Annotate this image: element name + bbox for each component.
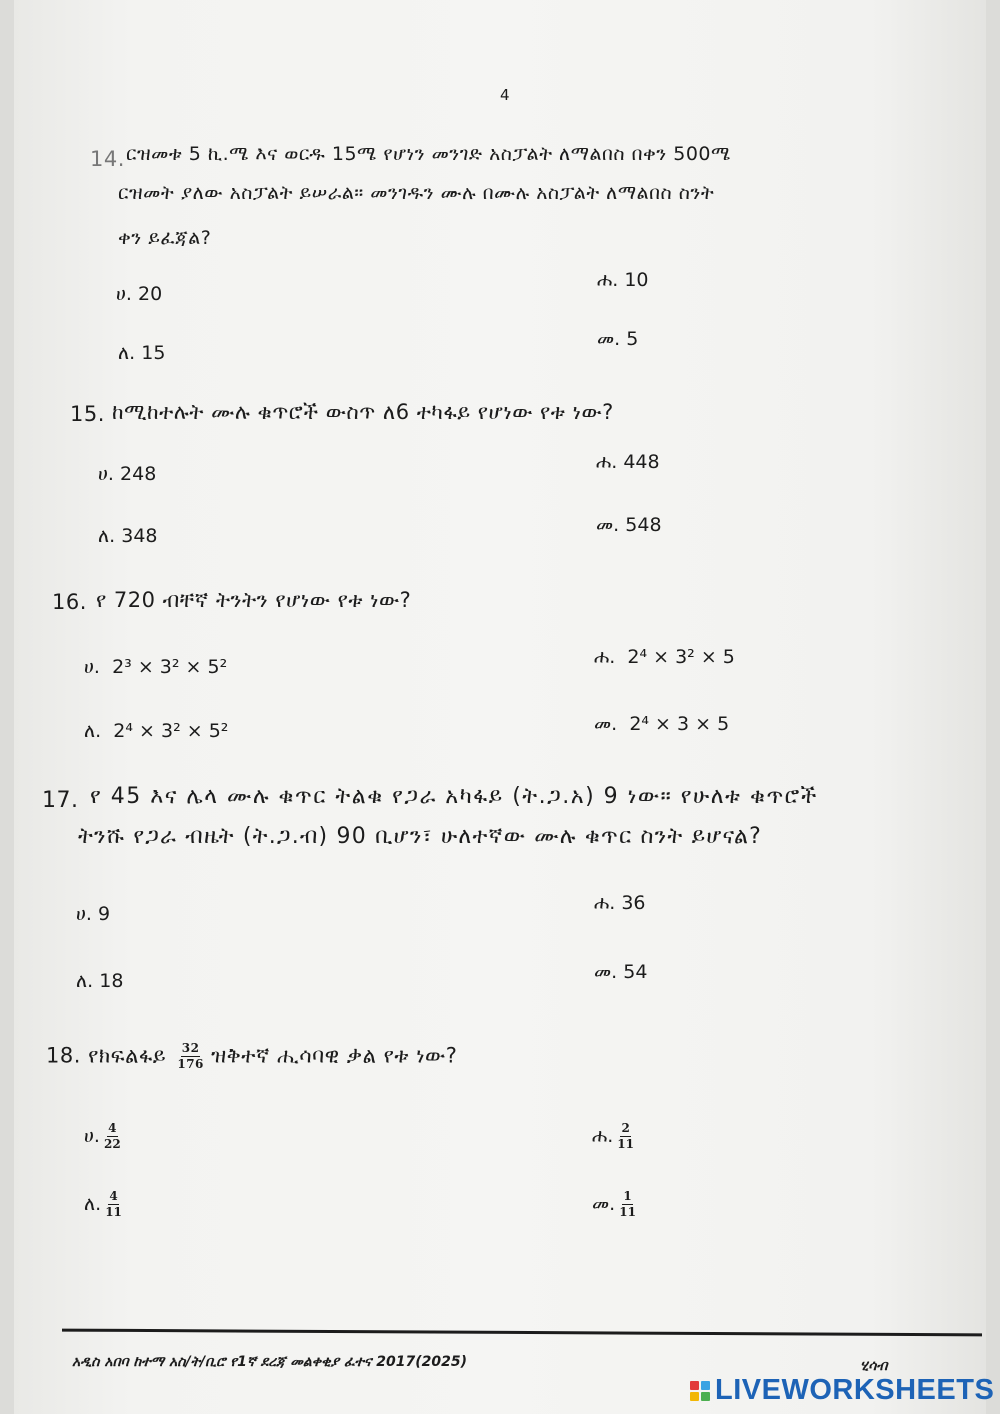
worksheet-page xyxy=(14,0,986,1414)
option-label: ለ. xyxy=(84,720,102,742)
q15-option-b[interactable] xyxy=(98,525,158,547)
question-15-number: 15. xyxy=(70,402,105,426)
option-label: መ. xyxy=(594,713,618,735)
footer-rule xyxy=(62,1329,982,1337)
option-label: ሐ. xyxy=(594,646,616,668)
option-label: ለ. xyxy=(76,970,94,992)
option-label: ሐ. xyxy=(594,892,616,914)
question-18-text-before: የክፍልፋይ xyxy=(88,1043,167,1068)
q15-option-c[interactable] xyxy=(596,451,660,473)
fraction-numerator: 32 xyxy=(181,1041,200,1055)
q17-option-b[interactable] xyxy=(76,970,123,992)
option-label: ሀ. xyxy=(84,1125,100,1147)
option-label: ለ. xyxy=(84,1193,102,1215)
fraction-denominator: 11 xyxy=(619,1205,636,1219)
option-value: 10 xyxy=(624,269,649,291)
option-label: ሀ. xyxy=(98,463,114,485)
q17-option-d[interactable] xyxy=(594,961,647,983)
fraction-denominator: 11 xyxy=(105,1205,122,1219)
footer-right-text: ሂሳብ xyxy=(860,1358,888,1374)
q16-option-d[interactable] xyxy=(594,713,729,735)
q14-option-b[interactable] xyxy=(118,342,165,364)
question-18 xyxy=(46,1042,457,1071)
logo-square-yellow xyxy=(690,1392,699,1401)
question-14-line-2: ርዝመት ያለው አስፓልት ይሠራል። መንገዱን ሙሉ በሙሉ አስፓልት ለማልበስ ስንት xyxy=(118,182,715,204)
question-14-number: 14. xyxy=(90,147,125,171)
q14-option-d[interactable] xyxy=(597,328,638,350)
q14-option-c[interactable] xyxy=(597,269,649,291)
option-value: 448 xyxy=(623,451,660,473)
footer-left-text: አዲስ አበባ ከተማ አስ/ት/ቢሮ የ1ኛ ደረጃ መልቀቂያ ፈተና 2017(2025) xyxy=(72,1354,467,1370)
liveworksheets-wordmark: LIVEWORKSHEETS xyxy=(715,1374,995,1406)
question-18-number: 18. xyxy=(46,1043,81,1068)
fraction-numerator: 2 xyxy=(621,1121,630,1135)
option-label: ሐ. xyxy=(592,1125,614,1147)
page-number: 4 xyxy=(500,86,510,104)
option-label: ሀ. xyxy=(76,903,92,925)
question-17-line-1: የ 45 እና ሌላ ሙሉ ቁጥር ትልቁ የጋራ አካፋይ (ት.ጋ.አ) 9 ነው። የሁለቱ ቁጥሮች xyxy=(90,784,818,809)
option-value: 348 xyxy=(121,525,158,547)
option-value: 5 xyxy=(626,328,639,350)
q18-option-c[interactable] xyxy=(592,1122,634,1151)
option-label: ሐ. xyxy=(596,451,618,473)
option-value: 548 xyxy=(625,514,662,536)
q15-option-d[interactable] xyxy=(596,514,662,536)
option-label: መ. xyxy=(597,328,621,350)
option-value: 2⁴ × 3 × 5 xyxy=(629,713,730,735)
option-label: መ. xyxy=(592,1193,616,1215)
option-value: 36 xyxy=(621,892,646,914)
logo-square-red xyxy=(690,1381,699,1390)
q15-option-a[interactable] xyxy=(98,463,156,485)
fraction-denominator: 22 xyxy=(103,1137,121,1151)
logo-square-green xyxy=(701,1392,710,1401)
question-18-text-after: ዝቅተኛ ሒሳባዊ ቃል የቱ ነው? xyxy=(211,1043,458,1068)
option-value: 15 xyxy=(141,342,166,364)
option-label: መ. xyxy=(594,961,618,983)
option-value: 2³ × 3² × 5² xyxy=(112,656,228,678)
q16-option-c[interactable] xyxy=(594,646,735,668)
question-18-fraction xyxy=(177,1042,204,1071)
q16-option-a[interactable] xyxy=(84,656,227,678)
question-16-number: 16. xyxy=(52,590,87,614)
option-label: ለ. xyxy=(118,342,136,364)
q18-option-d[interactable] xyxy=(592,1190,636,1219)
question-17-number: 17. xyxy=(42,788,79,813)
question-17-line-2: ትንሹ የጋራ ብዜት (ት.ጋ.ብ) 90 ቢሆን፣ ሁለተኛው ሙሉ ቁጥር ስንት ይሆናል? xyxy=(78,824,762,849)
option-value: 2⁴ × 3² × 5² xyxy=(113,720,229,742)
q18-option-b[interactable] xyxy=(84,1190,122,1219)
liveworksheets-logo xyxy=(690,1374,994,1407)
fraction-numerator: 4 xyxy=(109,1189,118,1203)
logo-square-blue xyxy=(701,1381,710,1390)
question-15-text: ከሚከተሉት ሙሉ ቁጥሮች ውስጥ ለ6 ተካፋይ የሆነው የቱ ነው? xyxy=(112,400,614,424)
q17-option-a[interactable] xyxy=(76,903,110,925)
option-label: መ. xyxy=(596,514,620,536)
fraction-numerator: 4 xyxy=(108,1121,117,1135)
question-14-line-1: ርዝመቱ 5 ኪ.ሜ እና ወርዱ 15ሜ የሆነን መንገድ አስፓልት ለማልበስ በቀን 500ሜ xyxy=(126,143,731,165)
q14-option-a[interactable] xyxy=(116,283,162,305)
option-value: 54 xyxy=(623,961,648,983)
q17-option-c[interactable] xyxy=(594,892,646,914)
option-label: ሐ. xyxy=(597,269,619,291)
question-16-text: የ 720 ብቸኛ ትንትን የሆነው የቱ ነው? xyxy=(96,588,412,612)
q16-option-b[interactable] xyxy=(84,720,228,742)
option-label: ሀ. xyxy=(84,656,100,678)
option-value: 20 xyxy=(138,283,163,305)
fraction-denominator: 176 xyxy=(177,1057,204,1071)
question-14-line-3: ቀን ይፈጃል? xyxy=(118,227,212,249)
option-value: 248 xyxy=(120,463,157,485)
fraction-numerator: 1 xyxy=(623,1189,632,1203)
option-value: 9 xyxy=(98,903,111,925)
liveworksheets-icon xyxy=(690,1381,710,1401)
option-value: 2⁴ × 3² × 5 xyxy=(627,646,735,668)
fraction-denominator: 11 xyxy=(617,1137,634,1151)
option-value: 18 xyxy=(99,970,124,992)
option-label: ለ. xyxy=(98,525,116,547)
q18-option-a[interactable] xyxy=(84,1122,121,1151)
option-label: ሀ. xyxy=(116,283,132,305)
